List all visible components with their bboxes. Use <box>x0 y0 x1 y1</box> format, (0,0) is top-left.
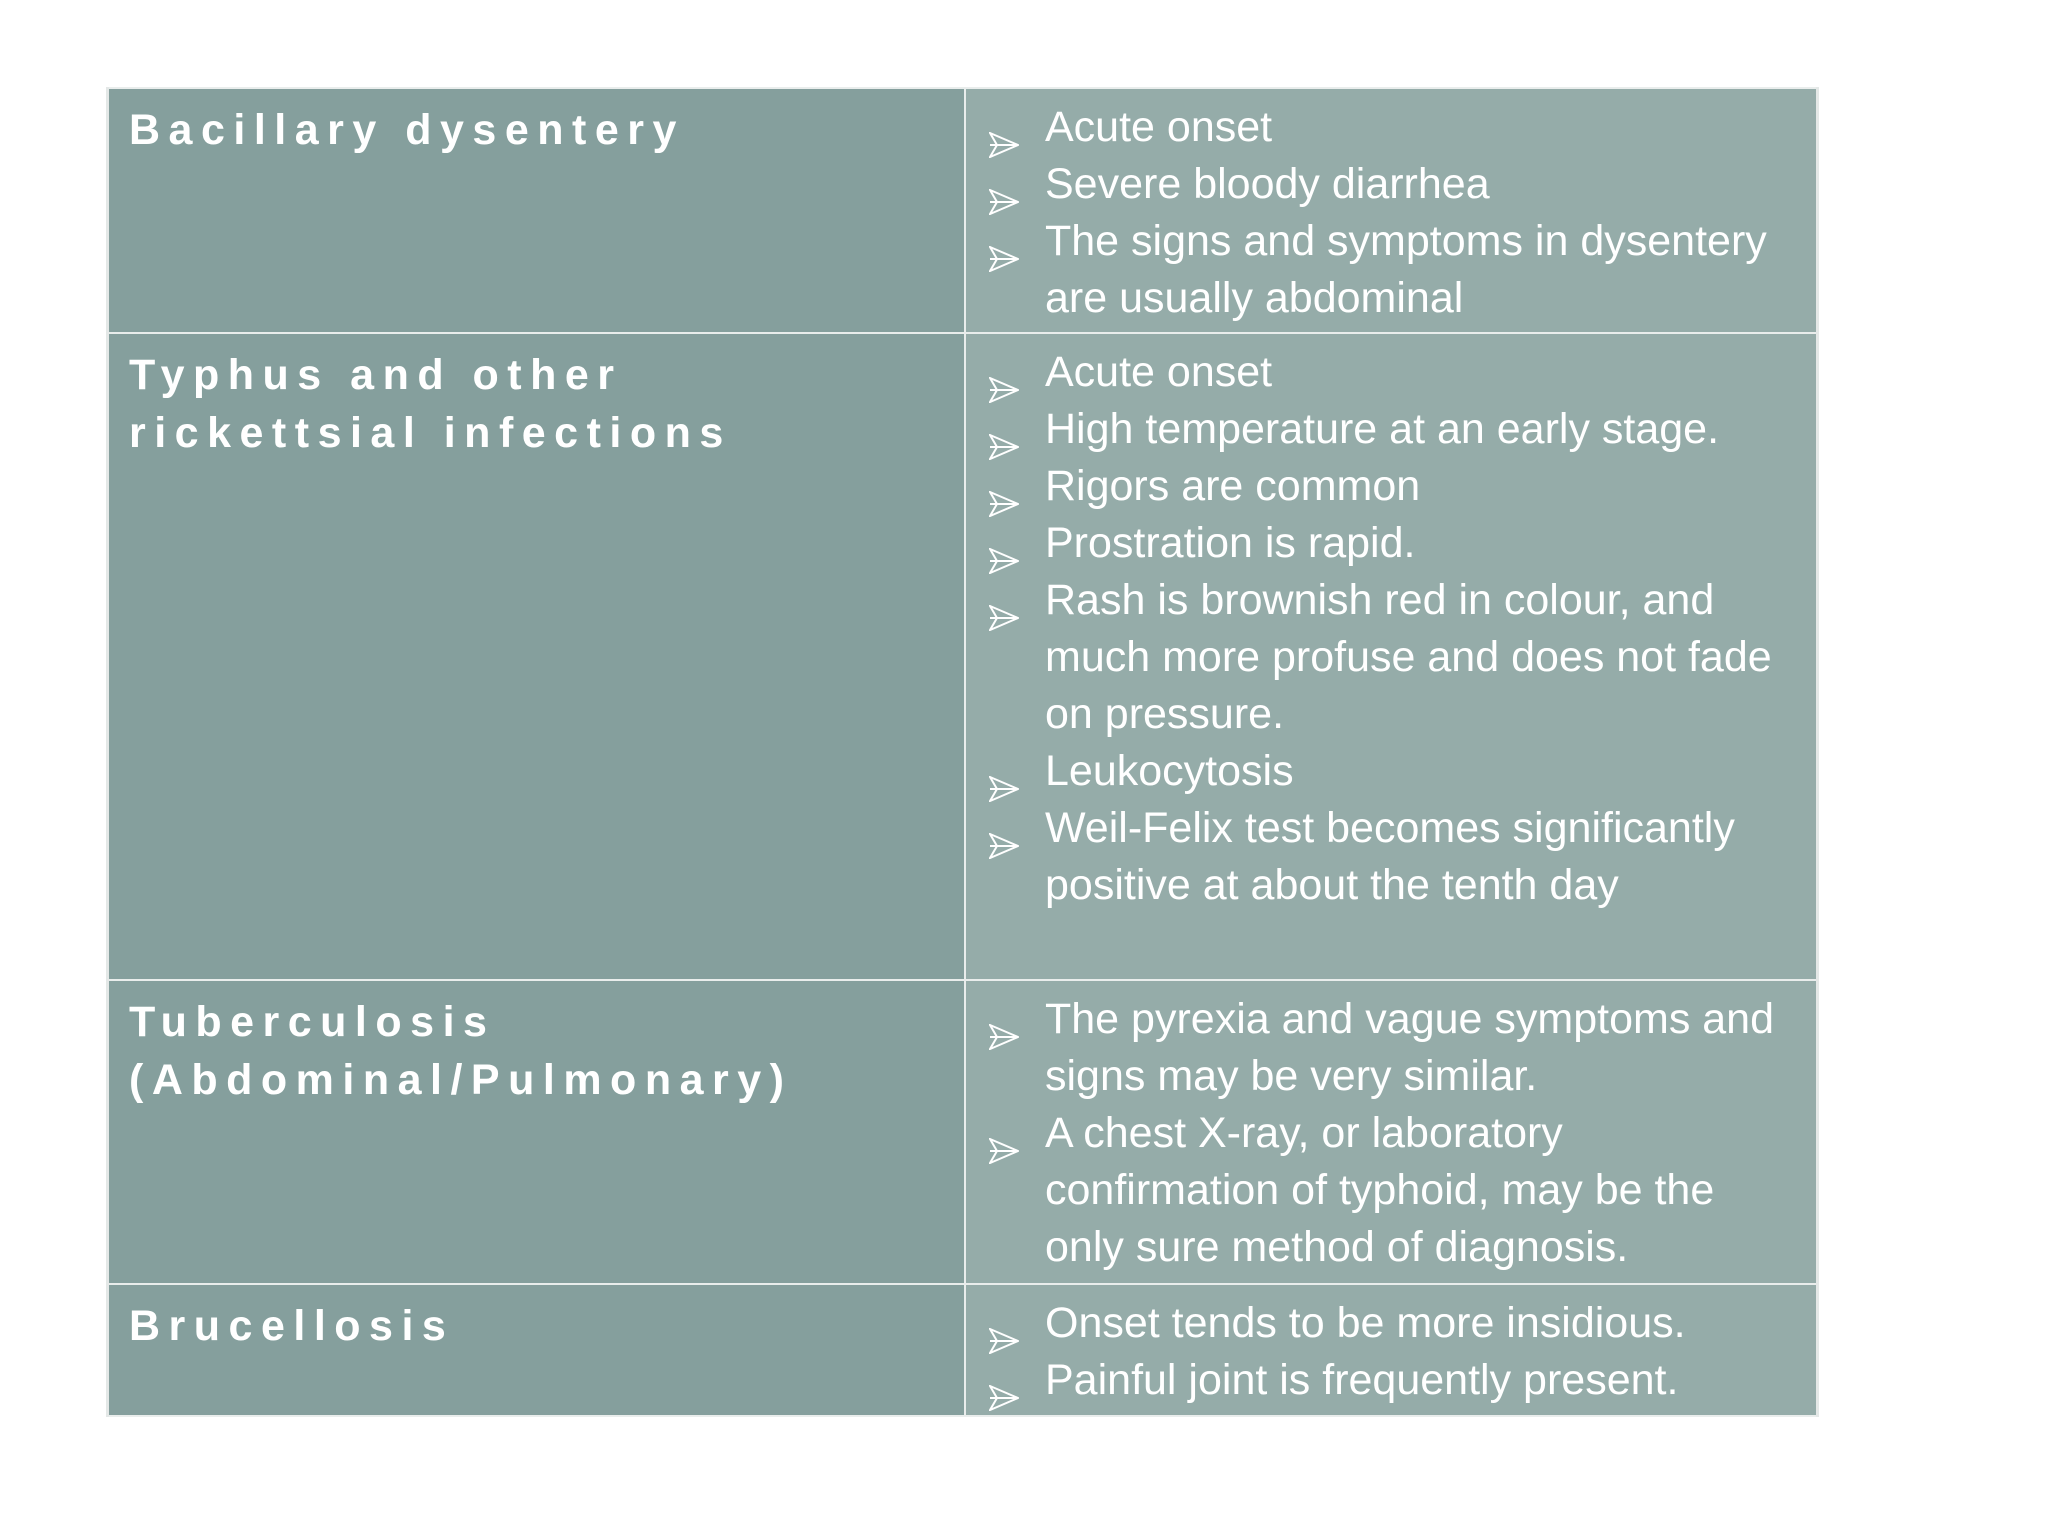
feature-list <box>966 1285 1816 1409</box>
feature-item <box>966 572 1796 743</box>
arrowhead-bullet-icon <box>989 418 1019 444</box>
feature-text: Rigors are common <box>1045 462 1421 510</box>
feature-item <box>966 344 1796 401</box>
feature-item <box>966 99 1796 156</box>
feature-item <box>966 1105 1796 1276</box>
feature-text: Severe bloody diarrhea <box>1045 160 1490 208</box>
arrowhead-bullet-icon <box>989 1008 1019 1034</box>
features-cell <box>965 1284 1818 1416</box>
disease-cell <box>108 333 966 980</box>
feature-item <box>966 515 1796 572</box>
feature-text: Onset tends to be more insidious. <box>1045 1299 1686 1347</box>
table-row <box>108 88 1818 333</box>
disease-name: Brucellosis <box>129 1302 455 1350</box>
disease-cell <box>108 88 966 333</box>
feature-list <box>966 981 1816 1276</box>
feature-text: Leukocytosis <box>1045 747 1294 795</box>
features-cell <box>965 88 1818 333</box>
feature-item <box>966 743 1796 800</box>
feature-item <box>966 401 1796 458</box>
feature-text: Painful joint is frequently present. <box>1045 1356 1679 1404</box>
disease-name: Bacillary dysentery <box>129 106 685 154</box>
feature-list <box>966 89 1816 327</box>
feature-text: Rash is brownish red in colour, and much more profuse and does not fade on pressure. <box>1045 576 1772 738</box>
feature-text: Acute onset <box>1045 103 1273 151</box>
arrowhead-bullet-icon <box>989 116 1019 142</box>
table-row <box>108 1284 1818 1416</box>
feature-item <box>966 458 1796 515</box>
feature-item <box>966 1295 1796 1352</box>
feature-text: The pyrexia and vague symptoms and signs may be very similar. <box>1045 995 1775 1100</box>
features-cell <box>965 333 1818 980</box>
arrowhead-bullet-icon <box>989 760 1019 786</box>
table-row <box>108 980 1818 1284</box>
feature-text: Prostration is rapid. <box>1045 519 1416 567</box>
disease-cell <box>108 1284 966 1416</box>
feature-text: A chest X-ray, or laboratory confirmation of typhoid, may be the only sure method of diagnosis. <box>1045 1109 1715 1271</box>
arrowhead-bullet-icon <box>989 361 1019 387</box>
disease-name: Tuberculosis (Abdominal/Pulmonary) <box>129 998 793 1104</box>
feature-item <box>966 991 1796 1105</box>
features-cell <box>965 980 1818 1284</box>
arrowhead-bullet-icon <box>989 475 1019 501</box>
feature-text: The signs and symptoms in dysentery are usually abdominal <box>1045 217 1767 322</box>
arrowhead-bullet-icon <box>989 1122 1019 1148</box>
arrowhead-bullet-icon <box>989 817 1019 843</box>
arrowhead-bullet-icon <box>989 589 1019 615</box>
feature-item <box>966 213 1796 327</box>
feature-text: High temperature at an early stage. <box>1045 405 1720 453</box>
arrowhead-bullet-icon <box>989 173 1019 199</box>
arrowhead-bullet-icon <box>989 1312 1019 1338</box>
arrowhead-bullet-icon <box>989 230 1019 256</box>
differential-diagnosis-table <box>106 87 1819 1417</box>
feature-item <box>966 1352 1796 1409</box>
disease-name: Typhus and other rickettsial infections <box>129 351 732 457</box>
feature-item <box>966 800 1796 914</box>
arrowhead-bullet-icon <box>989 532 1019 558</box>
disease-cell <box>108 980 966 1284</box>
feature-text: Acute onset <box>1045 348 1273 396</box>
feature-text: Weil-Felix test becomes significantly positive at about the tenth day <box>1045 804 1735 909</box>
feature-list <box>966 334 1816 914</box>
feature-item <box>966 156 1796 213</box>
arrowhead-bullet-icon <box>989 1369 1019 1395</box>
table-row <box>108 333 1818 980</box>
